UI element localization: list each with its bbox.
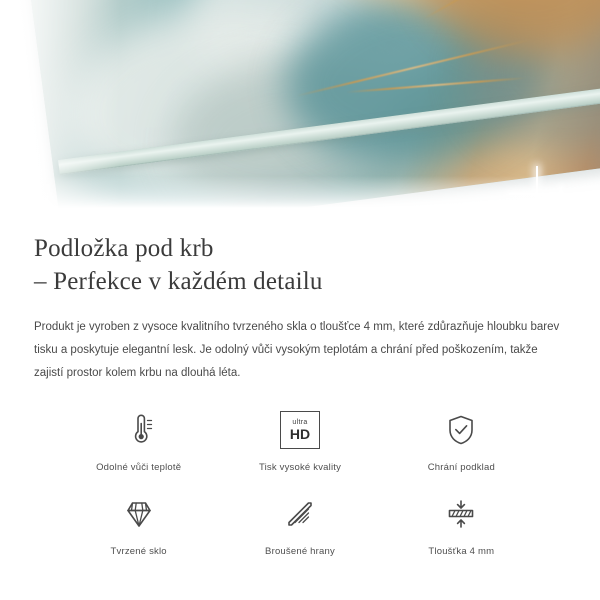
diamond-icon — [117, 491, 161, 537]
feature-item — [219, 491, 380, 557]
feature-grid — [34, 407, 566, 557]
headline-line-1: Podložka pod krb — [34, 235, 214, 262]
feature-item — [381, 491, 542, 557]
hero-fade-bottom — [0, 176, 600, 216]
feature-label: Tvrzené sklo — [110, 546, 167, 557]
ultra-hd-icon — [280, 407, 320, 453]
thermometer-icon — [117, 407, 161, 453]
feature-item — [219, 407, 380, 473]
feature-label: Broušené hrany — [265, 546, 335, 557]
polished-edges-icon — [278, 491, 322, 537]
feature-label: Odolné vůči teplotě — [96, 462, 182, 473]
feature-label: Tloušťka 4 mm — [428, 546, 495, 557]
feature-item — [58, 407, 219, 473]
shield-check-icon — [439, 407, 483, 453]
feature-label: Chrání podklad — [427, 462, 495, 473]
hero-image — [0, 0, 600, 216]
feature-item — [381, 407, 542, 473]
ultra-hd-bottom-label: HD — [289, 426, 311, 442]
headline-line-2: – Perfekce v každém detailu — [34, 268, 323, 295]
thickness-icon — [439, 491, 483, 537]
hero-background — [0, 0, 600, 216]
body-text: Produkt je vyroben z vysoce kvalitního tvrzeného skla o tloušťce 4 mm, které zdůrazňuje hloubku barev tisku a poskytuje elegantní lesk. Je odolný vůči vysokým teplotám a chrání před poškozením, takže zajistí prostor kolem krbu na dlouhá léta. — [34, 321, 560, 379]
ultra-hd-top-label: ultra — [292, 419, 308, 426]
feature-label: Tisk vysoké kvality — [258, 462, 342, 473]
feature-item — [58, 491, 219, 557]
page-title — [34, 232, 566, 298]
content-area — [0, 216, 600, 557]
